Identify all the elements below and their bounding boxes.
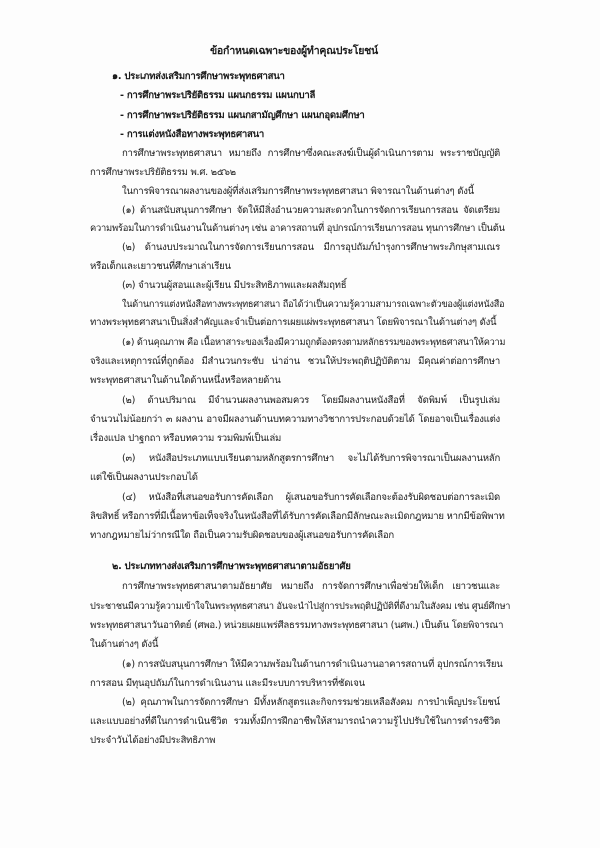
paragraph-line: (๑) ด้านคุณภาพ คือ เนื้อหาสาระของเรื่องมีความถูกต้องตรงตามหลักธรรมของพระพุทธศาสนาให้ความ <box>122 337 506 348</box>
paragraph-line: (๒) ด้านปริมาณ มีจำนวนผลงานพอสมควร โดยมีผลงานหนังสือที่ จัดพิมพ์ เป็นรูปเล่ม <box>122 395 500 406</box>
section-1-heading: ๑. ประเภทส่งเสริมการศึกษาพระพุทธศาสนา <box>112 71 285 82</box>
document-title: ข้อกำหนดเฉพาะของผู้ทำคุณประโยชน์ <box>210 45 378 57</box>
paragraph-line: (๑) ด้านสนับสนุนการศึกษา จัดให้มีสิ่งอำนวยความสะดวกในการจัดการเรียนการสอน จัดเตรียม <box>122 205 500 216</box>
paragraph-line: จริงและเหตุการณ์ที่ถูกต้อง มีสำนวนกระชับ น่าอ่าน ชวนให้ประพฤติปฏิบัติตาม มีคุณค่าต่อการศึกษา <box>90 356 500 367</box>
paragraph-line: ในด้านต่างๆ ดังนี้ <box>90 639 159 650</box>
paragraph-line: เรื่องแปล ปาฐกถา หรือบทความ รวมพิมพ์เป็นเล่ม <box>90 433 282 444</box>
paragraph-line: (๒) ด้านงบประมาณในการจัดการเรียนการสอน มีการอุปถัมภ์บำรุงการศึกษาพระภิกษุสามเณร <box>122 242 500 253</box>
paragraph-line: (๓) หนังสือประเภทแบบเรียนตามหลักสูตรการศึกษา จะไม่ได้รับการพิจารณาเป็นผลงานหลัก <box>122 453 500 464</box>
paragraph-line: การศึกษาพระพุทธศาสนา หมายถึง การศึกษาซึ่งคณะสงฆ์เป็นผู้ดำเนินการตาม พระราชบัญญัติ <box>122 148 500 159</box>
section-1-item: - การศึกษาพระปริยัติธรรม แผนกธรรม แผนกบาลี <box>120 90 316 101</box>
paragraph-line: ทางพระพุทธศาสนาเป็นสิ่งสำคัญและจำเป็นต่อการเผยแผ่พระพุทธศาสนา โดยพิจารณาในด้านต่างๆ ดังนี้ <box>90 317 497 328</box>
paragraph-line: ลิขสิทธิ์ หรือการที่มีเนื้อหาข้อเท็จจริงในหนังสือที่ได้รับการคัดเลือกมีลักษณะละเมิดกฎหมาย หากมีข้อพิพาท <box>90 511 505 522</box>
paragraph-line: (๒) คุณภาพในการจัดการศึกษา มีทั้งหลักสูตรและกิจกรรมช่วยเหลือสังคม การบำเพ็ญประโยชน์ <box>122 697 500 708</box>
paragraph-line: จำนวนไม่น้อยกว่า ๓ ผลงาน อาจมีผลงานด้านบทความทางวิชาการประกอบด้วยได้ โดยอาจเป็นเรื่องแต่ง <box>90 414 500 425</box>
section-1-item: - การศึกษาพระปริยัติธรรม แผนกสามัญศึกษา แผนกอุดมศึกษา <box>120 110 365 121</box>
paragraph-line: ประชาชนมีความรู้ความเข้าใจในพระพุทธศาสนา อันจะนำไปสู่การประพฤติปฏิบัติที่ดีงามในสังคม เช่น ศูนย์ศึกษา <box>90 601 511 612</box>
section-1-item: - การแต่งหนังสือทางพระพุทธศาสนา <box>120 129 265 140</box>
section-2-heading: ๒. ประเภททางส่งเสริมการศึกษาพระพุทธศาสนาตามอัธยาศัย <box>112 561 351 572</box>
paragraph-line: และแบบอย่างที่ดีในการดำเนินชีวิต รวมทั้งมีการฝึกอาชีพให้สามารถนำความรู้ไปปรับใช้ในการดำรงชีวิต <box>90 716 500 727</box>
paragraph-line: ประจำวันได้อย่างมีประสิทธิภาพ <box>90 735 216 746</box>
paragraph-line: การศึกษาพระปริยัติธรรม พ.ศ. ๒๕๖๒ <box>90 167 236 178</box>
paragraph-line: หรือเด็กและเยาวชนที่ศึกษาเล่าเรียน <box>90 261 231 272</box>
paragraph-line: ในการพิจารณาผลงานของผู้ที่ส่งเสริมการศึกษาพระพุทธศาสนา พิจารณาในด้านต่างๆ ดังนี้ <box>122 186 474 197</box>
paragraph-line: (๑) การสนับสนุนการศึกษา ให้มีความพร้อมในด้านการดำเนินงานอาคารสถานที่ อุปกรณ์การเรียน <box>122 659 503 670</box>
paragraph-line: ความพร้อมในการดำเนินงานในด้านต่างๆ เช่น อาคารสถานที่ อุปกรณ์การเรียนการสอน ทุนการศึกษา เป็นต้น <box>90 223 505 234</box>
paragraph-line: ทางกฎหมายไม่ว่ากรณีใด ถือเป็นความรับผิดชอบของผู้เสนอขอรับการคัดเลือก <box>90 530 394 541</box>
paragraph-line: การศึกษาพระพุทธศาสนาตามอัธยาศัย หมายถึง การจัดการศึกษาเพื่อช่วยให้เด็ก เยาวชนและ <box>122 581 500 592</box>
paragraph-line: การสอน มีทุนอุปถัมภ์ในการดำเนินงาน และมีระบบการบริหารที่ชัดเจน <box>90 678 365 689</box>
paragraph-line: แต่ใช้เป็นผลงานประกอบได้ <box>90 472 198 483</box>
paragraph-line: พระพุทธศาสนาในด้านใดด้านหนึ่งหรือหลายด้าน <box>90 375 281 386</box>
paragraph-line: ในด้านการแต่งหนังสือทางพระพุทธศาสนา ถือได้ว่าเป็นความรู้ความสามารถเฉพาะตัวของผู้แต่งหนังสือ <box>122 299 505 310</box>
paragraph-line: พระพุทธศาสนาวันอาทิตย์ (ศพอ.) หน่วยเผยแพร่ศีลธรรมทางพระพุทธศาสนา (นศพ.) เป็นต้น โดยพิจารณา <box>90 620 504 631</box>
paragraph-line: (๔) หนังสือที่เสนอขอรับการคัดเลือก ผู้เสนอขอรับการคัดเลือกจะต้องรับผิดชอบต่อการละเมิด <box>122 492 500 503</box>
paragraph-line: (๓) จำนวนผู้สอนและผู้เรียน มีประสิทธิภาพและผลสัมฤทธิ์ <box>122 280 347 291</box>
